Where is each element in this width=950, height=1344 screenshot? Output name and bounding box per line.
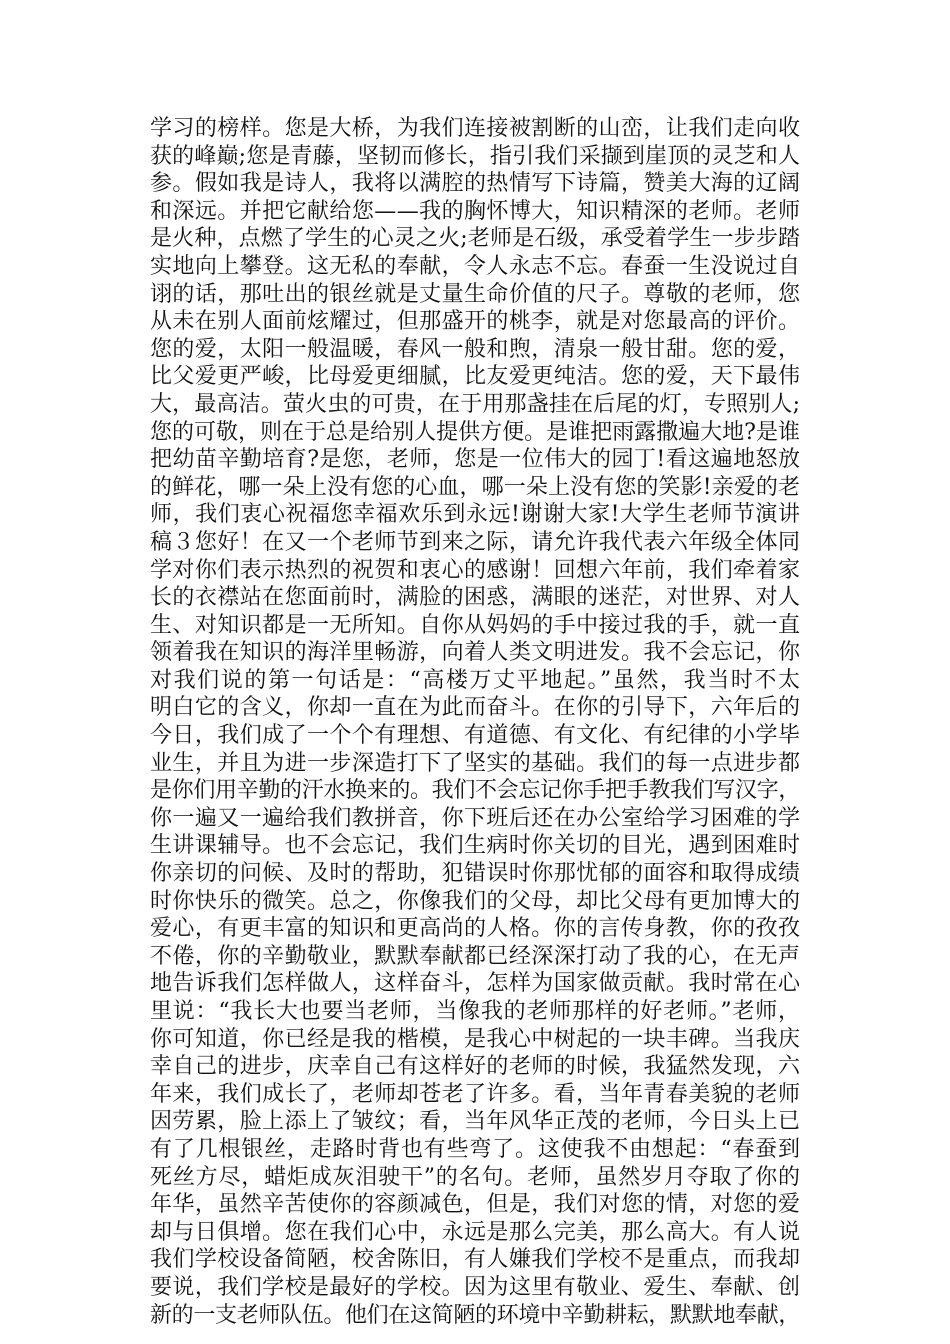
text-line: 你亲切的问候、及时的帮助，犯错误时你那忧郁的面容和取得成绩: [150, 861, 801, 887]
text-line: 死丝方尽，蜡炬成灰泪驶干”的名句。老师，虽然岁月夺取了你的: [150, 1164, 801, 1190]
text-line: 年华，虽然辛苦使你的容颜减色，但是，我们对您的情，对您的爱: [150, 1192, 801, 1218]
text-line: 是火种，点燃了学生的心灵之火;老师是石级，承受着学生一步步踏: [150, 226, 801, 252]
text-line: 要说，我们学校是最好的学校。因为这里有敬业、爱生、奉献、创: [150, 1274, 801, 1300]
text-line: 生、对知识都是一无所知。自你从妈妈的手中接过我的手，就一直: [150, 612, 801, 638]
text-line: 业生，并且为进一步深造打下了坚实的基础。我们的每一点进步都: [150, 750, 801, 776]
text-line: 是你们用辛勤的汗水换来的。我们不会忘记你手把手教我们写汉字，: [150, 778, 800, 804]
text-line: 您的可敬，则在于总是给别人提供方便。是谁把雨露撒遍大地?是谁: [150, 419, 800, 445]
text-line: 对我们说的第一句话是：“高楼万丈平地起。”虽然，我当时不太: [150, 667, 802, 693]
text-line: 却与日俱增。您在我们心中，永远是那么完美，那么高大。有人说: [150, 1219, 801, 1245]
text-line: 我们学校设备简陋，校舍陈旧，有人嫌我们学校不是重点，而我却: [150, 1247, 801, 1273]
text-line: 幸自己的进步，庆幸自己有这样好的老师的时候，我猛然发现，六: [150, 1054, 801, 1080]
text-line: 年来，我们成长了，老师却苍老了许多。看，当年青春美貌的老师: [150, 1081, 801, 1107]
text-line: 学对你们表示热烈的祝贺和衷心的感谢！回想六年前，我们牵着家: [150, 557, 801, 583]
text-line: 今日，我们成了一个个有理想、有道德、有文化、有纪律的小学毕: [150, 723, 801, 749]
text-line: 爱心，有更丰富的知识和更高尚的人格。你的言传身教，你的孜孜: [150, 916, 801, 942]
body-text: [150, 115, 800, 1329]
text-line: 你可知道，你已经是我的楷模，是我心中树起的一块丰碑。当我庆: [150, 1026, 801, 1052]
text-line: 从未在别人面前炫耀过，但那盛开的桃李，就是对您最高的评价。: [150, 309, 801, 335]
text-line: 长的衣襟站在您面前时，满脸的困惑，满眼的迷茫，对世界、对人: [150, 585, 801, 611]
text-line: 大，最高洁。萤火虫的可贵，在于用那盏挂在后尾的灯，专照别人;: [150, 391, 801, 417]
text-line: 您的爱，太阳一般温暖，春风一般和煦，清泉一般甘甜。您的爱，: [150, 336, 801, 362]
text-line: 实地向上攀登。这无私的奉献，令人永志不忘。春蚕一生没说过自: [150, 253, 801, 279]
text-line: 生讲课辅导。也不会忘记，我们生病时你关切的目光，遇到困难时: [150, 833, 801, 859]
text-line: 不倦，你的辛勤敬业，默默奉献都已经深深打动了我的心，在无声: [150, 943, 801, 969]
text-line: 师，我们衷心祝福您幸福欢乐到永远!谢谢大家!大学生老师节演讲: [150, 502, 801, 528]
text-line: 的鲜花，哪一朵上没有您的心血，哪一朵上没有您的笑影!亲爱的老: [150, 474, 801, 500]
text-line: 稿３您好！在又一个老师节到来之际，请允许我代表六年级全体同: [150, 529, 801, 555]
text-line: 诩的话，那吐出的银丝就是丈量生命价值的尺子。尊敬的老师，您: [150, 281, 801, 307]
text-line: 获的峰巅;您是青藤，坚韧而修长，指引我们采撷到崖顶的灵芝和人: [150, 143, 801, 169]
text-line: 新的一支老师队伍。他们在这简陋的环境中辛勤耕耘，默默地奉献，: [150, 1302, 800, 1328]
text-line: 时你快乐的微笑。总之，你像我们的父母，却比父母有更加博大的: [150, 888, 801, 914]
text-line: 里说：“我长大也要当老师，当像我的老师那样的好老师。”老师，: [150, 999, 801, 1024]
text-line: 地告诉我们怎样做人，这样奋斗，怎样为国家做贡献。我时常在心: [150, 971, 801, 997]
text-line: 因劳累，脸上添上了皱纹；看，当年风华正茂的老师，今日头上已: [150, 1109, 801, 1135]
text-line: 有了几根银丝，走路时背也有些弯了。这使我不由想起：“春蚕到: [150, 1136, 801, 1162]
text-line: 把幼苗辛勤培育?是您，老师，您是一位伟大的园丁!看这遍地怒放: [150, 447, 801, 473]
text-line: 你一遍又一遍给我们教拼音，你下班后还在办公室给学习困难的学: [150, 805, 801, 831]
text-line: 领着我在知识的海洋里畅游，向着人类文明进发。我不会忘记，你: [150, 640, 801, 666]
text-line: 参。假如我是诗人，我将以满腔的热情写下诗篇，赞美大海的辽阔: [150, 171, 801, 197]
text-line: 和深远。并把它献给您——我的胸怀博大，知识精深的老师。老师: [150, 198, 801, 224]
text-line: 比父爱更严峻，比母爱更细腻，比友爱更纯洁。您的爱，天下最伟: [150, 364, 801, 390]
text-line: 明白它的含义，你却一直在为此而奋斗。在你的引导下，六年后的: [150, 695, 801, 721]
text-line: 学习的榜样。您是大桥，为我们连接被割断的山峦，让我们走向收: [150, 116, 801, 141]
